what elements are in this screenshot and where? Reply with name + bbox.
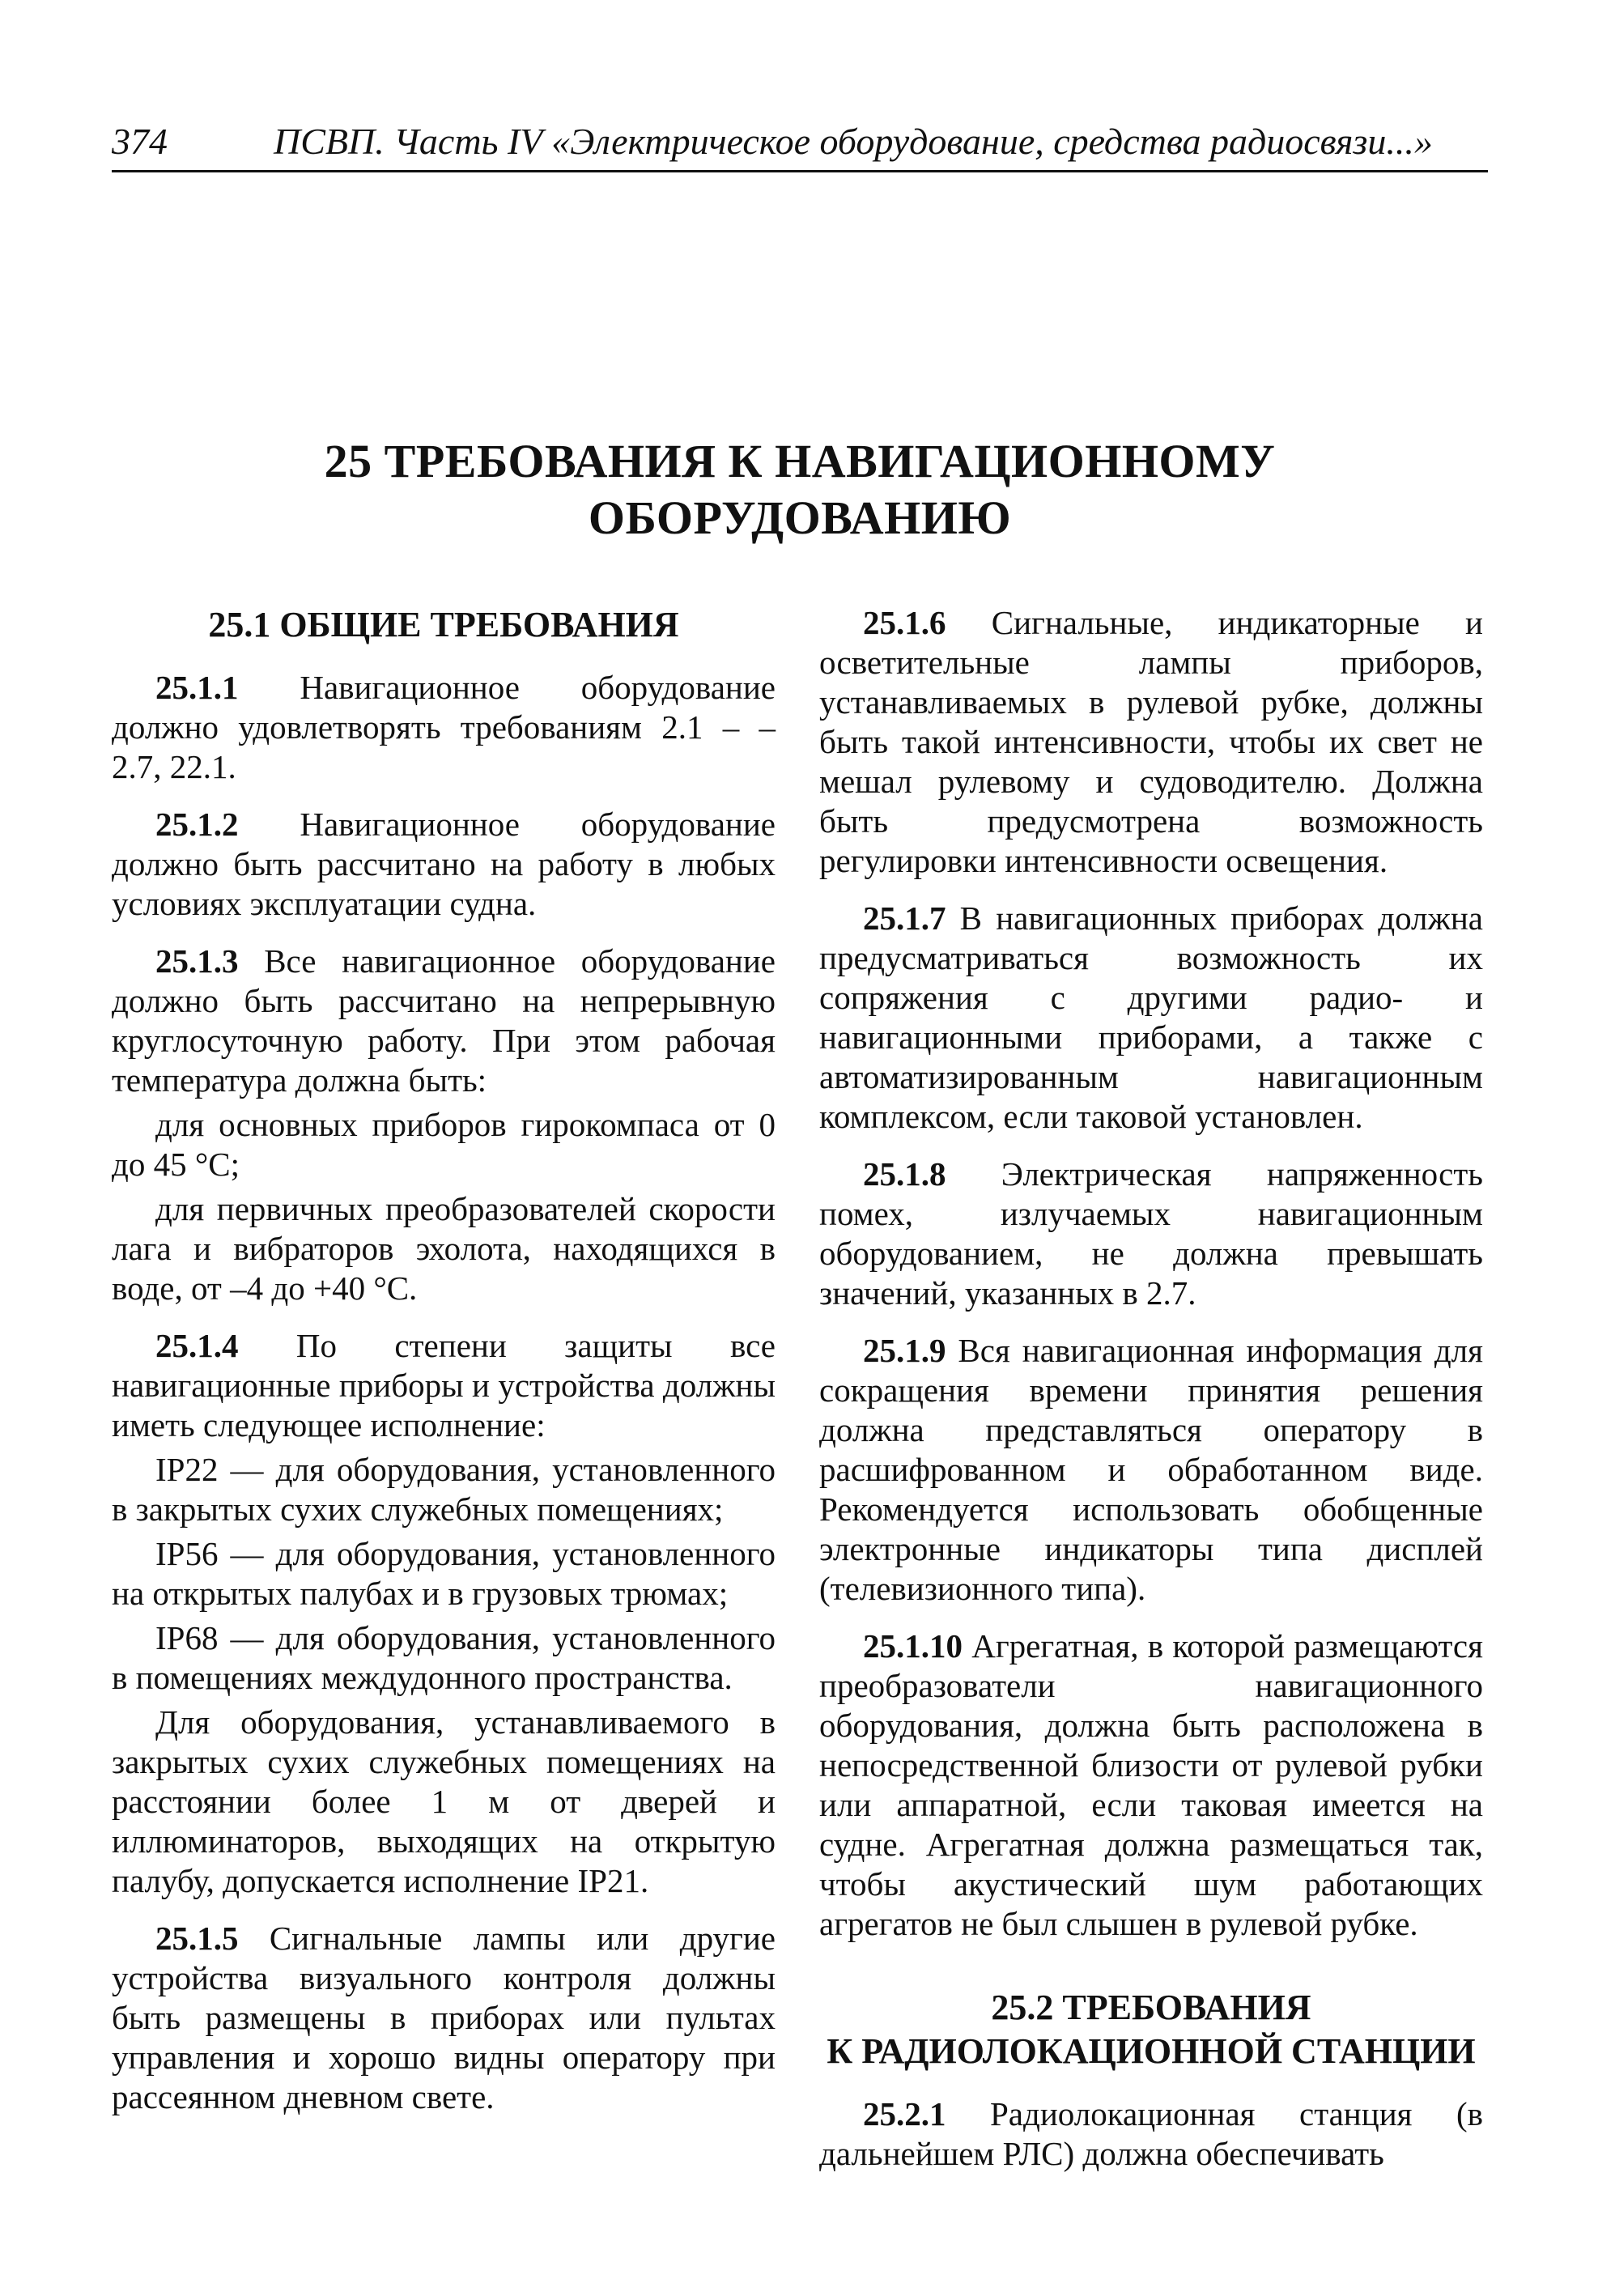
clause-text: Вся навигационная информация для сокращения времени принятия решения должна представляться оператору в расшифрованном и обработанном виде. Рекомендуется использовать обобщенные электронные индикаторы типа дисплей (телевизионного типа). bbox=[819, 1332, 1483, 1607]
right-column bbox=[819, 603, 1483, 2192]
clause-text: Агрегатная, в которой размещаются преобразователи навигационного оборудования, должна быть расположена в непосредственной близости от рулевой рубки или аппаратной, если таковая имеется на судне. Агрегатная должна размещаться так, чтобы акустический шум работающих агрегатов не был слышен в рулевой рубке. bbox=[819, 1627, 1483, 1942]
paragraph-25-1-4-ip68: IP68 — для оборудования, установленного в помещениях междудонного пространства. bbox=[112, 1619, 776, 1696]
paragraph-25-1-3-item-a: для основных приборов гирокомпаса от 0 до 45 °С; bbox=[112, 1106, 776, 1183]
section-title-line-2: К РАДИОЛОКАЦИОННОЙ СТАНЦИИ bbox=[827, 2031, 1476, 2071]
running-title: ПСВП. Часть IV «Электрическое оборудование, средства радиосвязи...» bbox=[274, 121, 1433, 162]
clause-number: 25.1.3 bbox=[155, 942, 239, 980]
paragraph-25-1-4-ip56: IP56 — для оборудования, установленного на открытых палубах и в грузовых трюмах; bbox=[112, 1535, 776, 1612]
clause-number: 25.1.1 bbox=[155, 669, 239, 706]
paragraph-25-1-5 bbox=[112, 1919, 776, 2117]
paragraph-25-1-10 bbox=[819, 1626, 1483, 1944]
clause-number: 25.1.7 bbox=[863, 899, 946, 937]
clause-number: 25.1.4 bbox=[155, 1327, 239, 1364]
section-title-25-1: 25.1 ОБЩИЕ ТРЕБОВАНИЯ bbox=[208, 605, 679, 644]
paragraph-25-1-7 bbox=[819, 899, 1483, 1137]
running-header bbox=[112, 120, 1488, 164]
clause-text: Навигационное оборудование должно удовлетворять требованиям 2.1 – – 2.7, 22.1. bbox=[112, 669, 776, 785]
clause-number: 25.2.1 bbox=[863, 2095, 946, 2132]
clause-text: Навигационное оборудование должно быть рассчитано на работу в любых условиях эксплуатации судна. bbox=[112, 806, 776, 922]
paragraph-25-2-1 bbox=[819, 2094, 1483, 2174]
paragraph-25-1-3-item-b: для первичных преобразователей скорости лага и вибраторов эхолота, находящихся в воде, от –4 до +40 °С. bbox=[112, 1190, 776, 1307]
paragraph-25-1-4 bbox=[112, 1326, 776, 1445]
paragraph-25-1-3 bbox=[112, 942, 776, 1100]
clause-text: По степени защиты все навигационные приборы и устройства должны иметь следующее исполнение: bbox=[112, 1327, 776, 1444]
paragraph-25-1-8 bbox=[819, 1154, 1483, 1313]
clause-text: Сигнальные, индикаторные и осветительные лампы приборов, устанавливаемых в рулевой рубке, должны быть такой интенсивности, чтобы их свет не мешал рулевому и судоводителю. Должна быть предусмотрена возможность регулировки интенсивности освещения. bbox=[819, 604, 1483, 879]
clause-number: 25.1.10 bbox=[863, 1627, 963, 1665]
left-column bbox=[112, 603, 776, 2135]
section-title-25-2 bbox=[819, 1986, 1483, 2073]
chapter-title: 25 ТРЕБОВАНИЯ К НАВИГАЦИОННОМУ ОБОРУДОВАНИЮ bbox=[324, 435, 1276, 544]
paragraph-25-1-6 bbox=[819, 603, 1483, 881]
clause-text: Электрическая напряженность помех, излучаемых навигационным оборудованием, не должна превышать значений, указанных в 2.7. bbox=[819, 1155, 1483, 1312]
clause-number: 25.1.9 bbox=[863, 1332, 946, 1369]
paragraph-25-1-1 bbox=[112, 668, 776, 787]
clause-text: В навигационных приборах должна предусматриваться возможность их сопряжения с другими радио- и навигационными приборами, а также с автоматизированным навигационным комплексом, если таковой установлен. bbox=[819, 899, 1483, 1135]
header-rule bbox=[112, 170, 1488, 172]
paragraph-25-1-2 bbox=[112, 805, 776, 924]
clause-number: 25.1.6 bbox=[863, 604, 946, 641]
clause-number: 25.1.8 bbox=[863, 1155, 946, 1193]
page-number: 374 bbox=[112, 121, 168, 162]
clause-number: 25.1.2 bbox=[155, 806, 239, 843]
clause-text: Все навигационное оборудование должно быть рассчитано на непрерывную круглосуточную работу. При этом рабочая температура должна быть: bbox=[112, 942, 776, 1099]
paragraph-25-1-4-ip21: Для оборудования, устанавливаемого в закрытых сухих служебных помещениях на расстоянии более 1 м от дверей и иллюминаторов, выходящих на открытую палубу, допускается исполнение IP21. bbox=[112, 1703, 776, 1899]
paragraph-25-1-9 bbox=[819, 1331, 1483, 1609]
clause-number: 25.1.5 bbox=[155, 1920, 239, 1957]
paragraph-25-1-4-ip22: IP22 — для оборудования, установленного в закрытых сухих служебных помещениях; bbox=[112, 1451, 776, 1528]
clause-text: Радиолокационная станция (в дальнейшем РЛС) должна обеспечивать bbox=[819, 2095, 1483, 2172]
clause-text: Сигнальные лампы или другие устройства визуального контроля должны быть размещены в приборах или пультах управления и хорошо видны оператору при рассеянном дневном свете. bbox=[112, 1920, 776, 2115]
section-title-line-1: 25.2 ТРЕБОВАНИЯ bbox=[991, 1988, 1311, 2027]
